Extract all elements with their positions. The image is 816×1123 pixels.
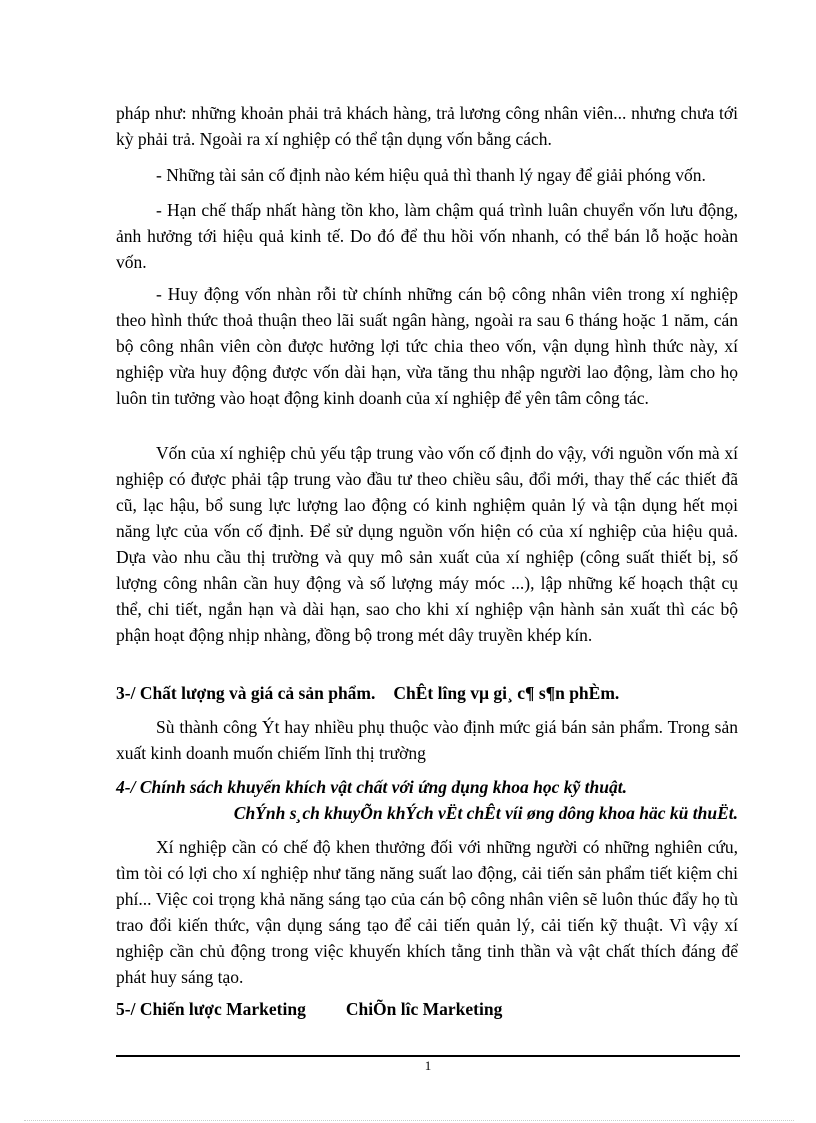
paragraph-6: Sù thành công Ýt hay nhiều phụ thuộc vào định mức giá bán sản phẩm. Trong sản xuất kinh doanh muốn chiếm lĩnh thị trường: [116, 717, 738, 763]
heading-3: [116, 683, 738, 704]
page-number: 1: [424, 1058, 432, 1073]
paragraph-4: - Huy động vốn nhàn rỗi từ chính những cán bộ công nhân viên trong xí nghiệp theo hình thức thoả thuận theo lãi suất ngân hàng, ngoài ra sau 6 tháng hoặc 1 năm, cán bộ công nhân viên còn được hưởng lợi tức chia theo vốn, vận dụng hình thức này, xí nghiệp vừa huy động được vốn dài hạn, vừa tăng thu nhập người lao động, làm cho họ luôn tin tưởng vào hoạt động kinh doanh của xí nghiệp để yên tâm công tác.: [116, 284, 738, 408]
heading-4-alt: ChÝnh s¸ch khuyÕn khÝch vËt chÊt víi øng dông khoa häc kü thuËt.: [233, 803, 738, 823]
paragraph-3: - Hạn chế thấp nhất hàng tồn kho, làm chậm quá trình luân chuyển vốn lưu động, ảnh hưởng tới hiệu quả kinh tế. Do đó để thu hồi vốn nhanh, có thể bán lỗ hoặc hoàn vốn.: [116, 200, 738, 272]
heading-5-alt: ChiÕn lîc Marketing: [345, 999, 503, 1019]
paragraph-5: Vốn của xí nghiệp chủ yếu tập trung vào vốn cố định do vậy, với nguồn vốn mà xí nghiệp có được phải tập trung vào đầu tư theo chiều sâu, đổi mới, thay thế các thiết đã cũ, lạc hậu, bổ sung lực lượng lao động có kinh nghiệm quản lý và tận dụng hết mọi năng lực của vốn cố định. Để sử dụng nguồn vốn hiện có của xí nghiệp của hiệu quả. Dựa vào nhu cầu thị trường và quy mô sản xuất của xí nghiệp (công suất thiết bị, số lượng công nhân cần huy động và số lượng máy móc ...), lập những kế hoạch thật cụ thể, chi tiết, ngắn hạn và dài hạn, sao cho khi xí nghiệp vận hành sản xuất thì các bộ phận hoạt động nhịp nhàng, đồng bộ trong mét dây truyền khép kín.: [116, 443, 738, 645]
paragraph-2: - Những tài sản cố định nào kém hiệu quả thì thanh lý ngay để giải phóng vốn.: [156, 165, 706, 185]
heading-4: [116, 774, 738, 826]
heading-3-main: 3-/ Chất lượng và giá cả sản phẩm.: [116, 683, 376, 703]
heading-5: [116, 999, 738, 1020]
page-bottom-border: [24, 1120, 794, 1121]
heading-4-main: 4-/ Chính sách khuyến khích vật chất với ứng dụng khoa học kỹ thuật.: [116, 777, 627, 797]
paragraph-7: Xí nghiệp cần có chế độ khen thưởng đối với những người có những nghiên cứu, tìm tòi có lợi cho xí nghiệp như tăng năng suất lao động, cải tiến sản phẩm tiết kiệm chi phí... Việc coi trọng khả năng sáng tạo của cán bộ công nhân viên sẽ luôn thúc đẩy họ tù trao đổi kiến thức, vận dụng sáng tạo để cải tiến quản lý, cải tiến kỹ thuật. Vì vậy xí nghiệp cần chủ động trong việc khuyến khích tằng tinh thần và vật chất thích đáng để phát huy sáng tạo.: [116, 837, 738, 987]
paragraph-1: pháp như: những khoản phải trả khách hàng, trả lương công nhân viên... nhưng chưa tới kỳ phải trả. Ngoài ra xí nghiệp có thể tận dụng vốn bằng cách.: [116, 103, 738, 149]
heading-3-alt: ChÊt lîng vµ gi¸ c¶ s¶n phÈm.: [393, 683, 620, 703]
heading-5-main: 5-/ Chiến lược Marketing: [116, 999, 306, 1019]
footer-divider: [116, 1055, 740, 1057]
